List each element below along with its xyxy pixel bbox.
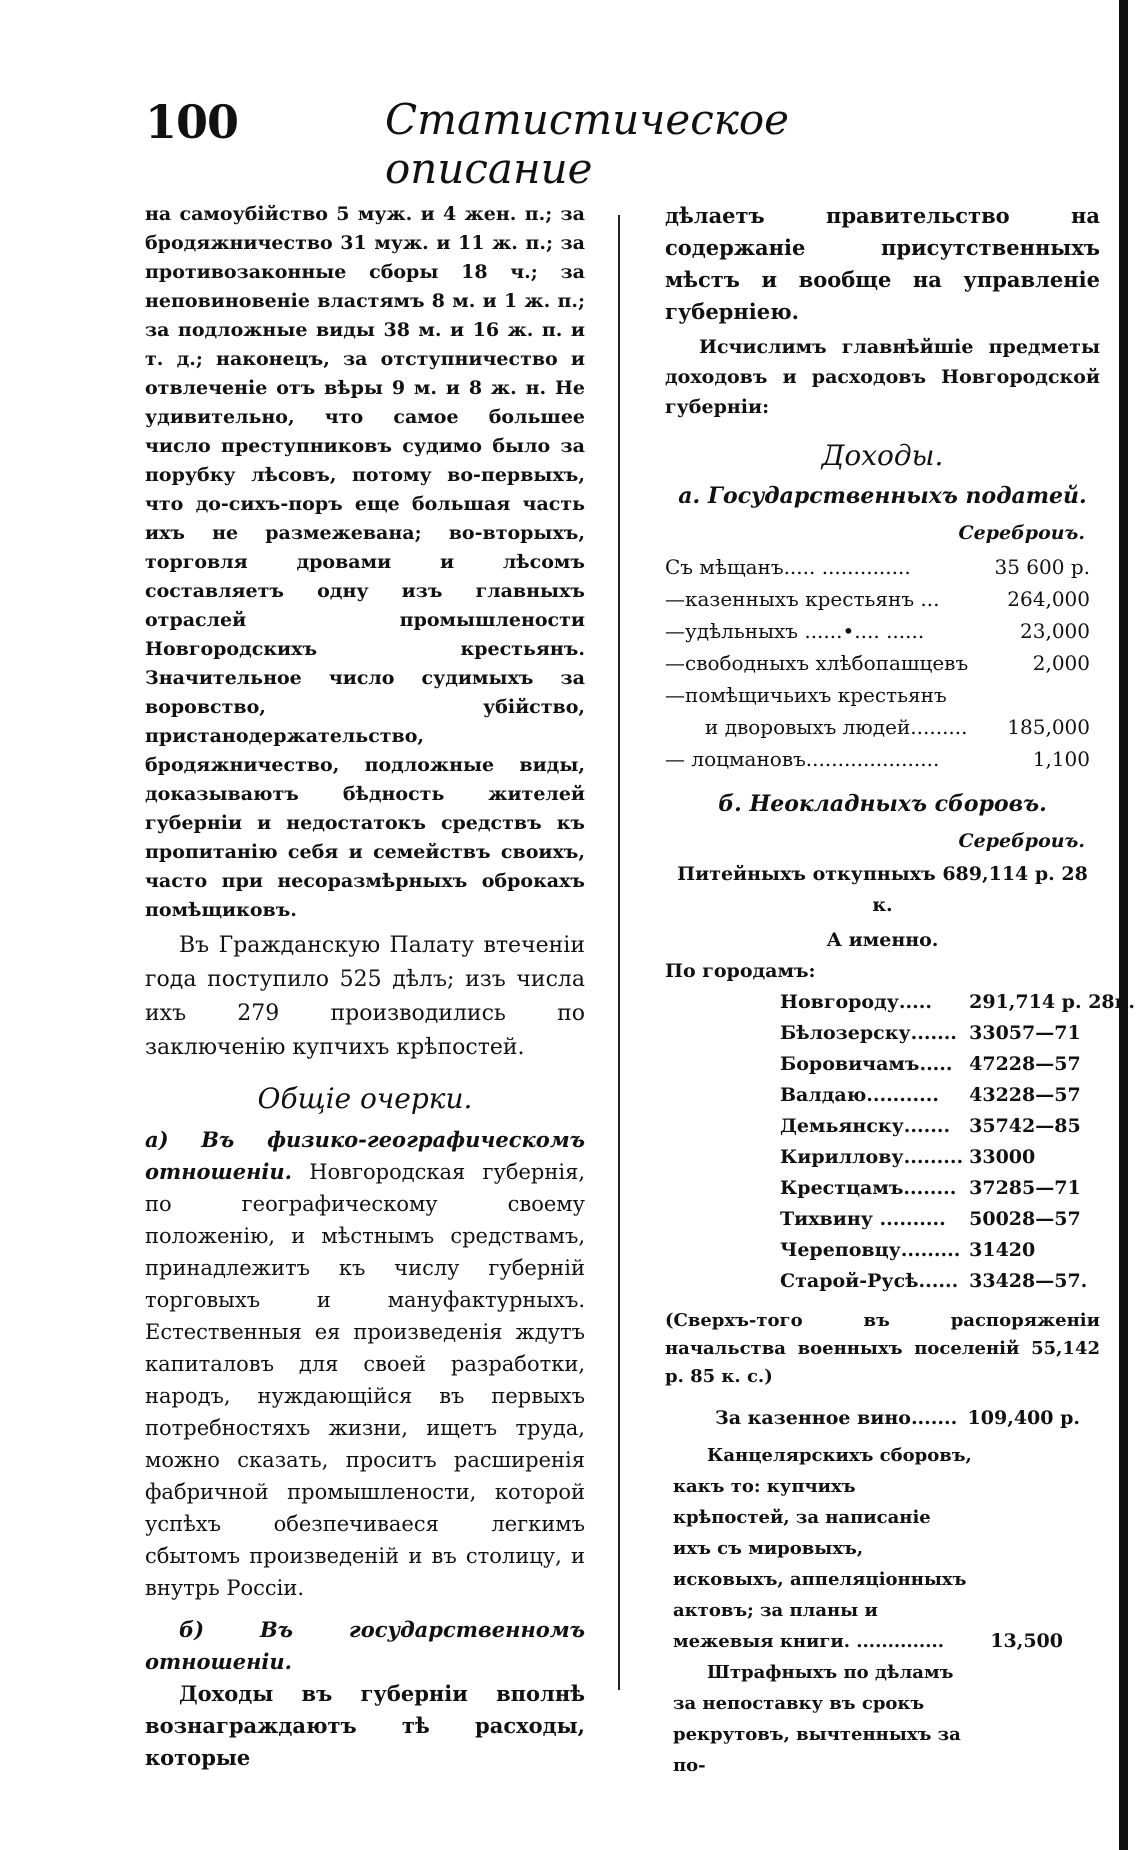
note-military-settlements: (Сверхъ-того въ распоряженіи начальства военныхъ поселеній 55,142 р. 85 к. с.) — [665, 1310, 1100, 1387]
town-amount: 47228—57 — [969, 1053, 1081, 1075]
paragraph-3-text: Новгородская губернія, по географическому своему положенію, и мѣстнымъ средствамъ, принадлежитъ къ числу губерній торговыхъ и мануфактурныхъ. Естественныя ея произведенія ждутъ капиталовъ для своей разработки, народъ, нуждающійся въ первыхъ потребностяхъ жизни, ищетъ труда, можно сказать, проситъ расширенія фабричной промышлености, которой успѣхъ обезпечиваеся легкимъ сбытомъ произведеній и въ столицу, и внутрь Россіи. — [145, 1160, 585, 1600]
town-name: Крестцамъ........ — [780, 1177, 957, 1199]
chancery-text: Канцелярскихъ сборовъ, какъ то: купчихъ крѣпостей, за написаніе ихъ съ мировыхъ, исковыхъ, аппеляціонныхъ актовъ; за планы и межевыя книги. .............. — [673, 1445, 972, 1652]
left-paragraph-5: Доходы въ губерніи вполнѣ вознаграждаютъ тѣ расходы, которые — [145, 1681, 585, 1770]
fines-text: Штрафныхъ по дѣламъ за непоставку въ срокъ рекрутовъ, вычтенныхъ за по- — [673, 1662, 961, 1776]
tax-amount: 2,000 — [1032, 651, 1090, 675]
tax-label: —свободныхъ хлѣбопашцевъ — [665, 651, 969, 675]
town-amount: 50028—57 — [969, 1208, 1081, 1230]
tax-amount: 35 600 р. — [994, 555, 1090, 579]
tax-amount: 1,100 — [1032, 747, 1090, 771]
table-row — [780, 1018, 1135, 1049]
subheading-taxes: а. Государственныхъ податей. — [678, 483, 1087, 509]
wine-amount: 109,400 р. — [967, 1407, 1080, 1429]
wine-label: За казенное вино....... — [715, 1407, 958, 1429]
town-name: Бѣлозерску....... — [780, 1022, 957, 1044]
right-paragraph-2: Исчислимъ главнѣйшіе предметы доходовъ и расходовъ Новгородской губерніи: — [665, 336, 1100, 418]
town-amount: 31420 — [969, 1239, 1036, 1261]
table-row — [665, 743, 1100, 775]
page-header — [145, 95, 905, 193]
table-row — [665, 615, 1100, 647]
town-amount: 33057—71 — [969, 1022, 1081, 1044]
table-row — [780, 1204, 1135, 1235]
page-edge-line — [1119, 0, 1128, 1850]
subheading-state: б) Въ государственномъ отношеніи. — [145, 1617, 585, 1674]
table-row — [665, 679, 1100, 711]
subheading-nontax: б. Неокладныхъ сборовъ. — [718, 791, 1047, 817]
table-row — [780, 1235, 1135, 1266]
town-amount: 291,714 р. 28к. — [969, 991, 1135, 1013]
table-row — [665, 583, 1100, 615]
tax-label: Съ мѣщанъ..... .............. — [665, 555, 911, 579]
chancery-amount: 13,500 — [990, 1630, 1063, 1652]
drinks-line: Питейныхъ откупныхъ 689,114 р. 28 к. — [677, 863, 1088, 916]
page-number: 100 — [145, 95, 239, 149]
left-paragraph-3 — [145, 1124, 585, 1604]
table-row — [780, 1111, 1135, 1142]
right-column — [665, 200, 1135, 1781]
left-paragraph-1: на самоубійство 5 муж. и 4 жен. п.; за бродяжничество 31 муж. и 11 ж. п.; за противозаконные сборы 18 ч.; за неповиновеніе властямъ 8 м. и 1 ж. п.; за подложные виды 38 м. и 16 ж. п. и т. д.; наконецъ, за отступничество и отвлеченіе отъ вѣры 9 м. и 8 ж. н. Не удивительно, что самое большее число преступниковъ судимо было за порубку лѣсовъ, потому во-первыхъ, что до-сихъ-поръ еще большая часть ихъ не размежевана; во-вторыхъ, торговля дровами и лѣсомъ составляетъ одну изъ главныхъ отраслей промышлености Новгородскихъ крестьянъ. Значительное число судимыхъ за воровство, убійство, пристанодержательство, бродяжничество, подложные виды, доказываютъ бѣдность жителей губерніи и недостатокъ средствъ къ пропитанію себя и семействъ своихъ, часто при несоразмѣрныхъ оброкахъ помѣщиковъ. — [145, 203, 585, 921]
town-name: Тихвину .......... — [780, 1208, 946, 1230]
column-divider — [618, 215, 620, 1690]
town-name: Новгороду..... — [780, 991, 932, 1013]
chancery-block — [673, 1440, 1063, 1657]
tax-label: и дворовыхъ людей......... — [705, 715, 968, 739]
town-amount: 37285—71 — [969, 1177, 1081, 1199]
left-paragraph-2: Въ Гражданскую Палату втеченіи года поступило 525 дѣлъ; изъ числа ихъ 279 производились по заключенію купчихъ крѣпостей. — [145, 933, 585, 1060]
tax-amount: 264,000 — [1007, 587, 1090, 611]
table-row — [665, 711, 1100, 743]
tax-amount — [988, 679, 1100, 711]
wine-line — [715, 1403, 1080, 1434]
table-row — [780, 1049, 1135, 1080]
town-name: Кириллову......... — [780, 1146, 964, 1168]
town-amount: 33428—57. — [969, 1270, 1088, 1292]
town-name: Демьянску....... — [780, 1115, 951, 1137]
unit-label-silver-2: Сереброиъ. — [958, 830, 1085, 852]
town-amount: 35742—85 — [969, 1115, 1081, 1137]
table-row — [665, 551, 1100, 583]
tax-table — [665, 551, 1100, 775]
town-name: Боровичамъ..... — [780, 1053, 953, 1075]
left-column — [145, 200, 585, 1774]
table-row — [780, 1080, 1135, 1111]
town-amount: 33000 — [969, 1146, 1036, 1168]
section-heading-general: Общіе очерки. — [257, 1082, 473, 1115]
subheading-physical: а) Въ физико-географическомъ отношеніи. — [145, 1127, 585, 1184]
namely-line: А именно. — [826, 929, 939, 951]
table-row — [780, 987, 1135, 1018]
by-towns-line: По городамъ: — [665, 960, 816, 982]
table-row — [780, 1266, 1135, 1297]
towns-table — [780, 987, 1135, 1297]
right-paragraph-1: дѣлаетъ правительство на содержаніе присутственныхъ мѣстъ и вообще на управленіе губерніею. — [665, 203, 1100, 324]
tax-label: —казенныхъ крестьянъ ... — [665, 587, 940, 611]
running-title: Статистическое описание — [385, 95, 790, 193]
tax-label: — лоцмановъ..................... — [665, 747, 940, 771]
tax-amount: 185,000 — [1007, 715, 1090, 739]
tax-label: —помѣщичьихъ крестьянъ — [665, 683, 947, 707]
table-row — [780, 1173, 1135, 1204]
left-paragraph-4 — [145, 1614, 585, 1678]
town-name: Старой-Русѣ...... — [780, 1270, 959, 1292]
section-heading-income: Доходы. — [821, 439, 944, 472]
unit-label-silver: Сереброиъ. — [958, 522, 1085, 544]
tax-label: —удѣльныхъ ......•.... ...... — [665, 619, 925, 643]
table-row — [780, 1142, 1135, 1173]
town-amount: 43228—57 — [969, 1084, 1081, 1106]
table-row — [665, 647, 1100, 679]
tax-amount: 23,000 — [1020, 619, 1090, 643]
town-name: Череповцу......... — [780, 1239, 961, 1261]
town-name: Валдаю........... — [780, 1084, 939, 1106]
